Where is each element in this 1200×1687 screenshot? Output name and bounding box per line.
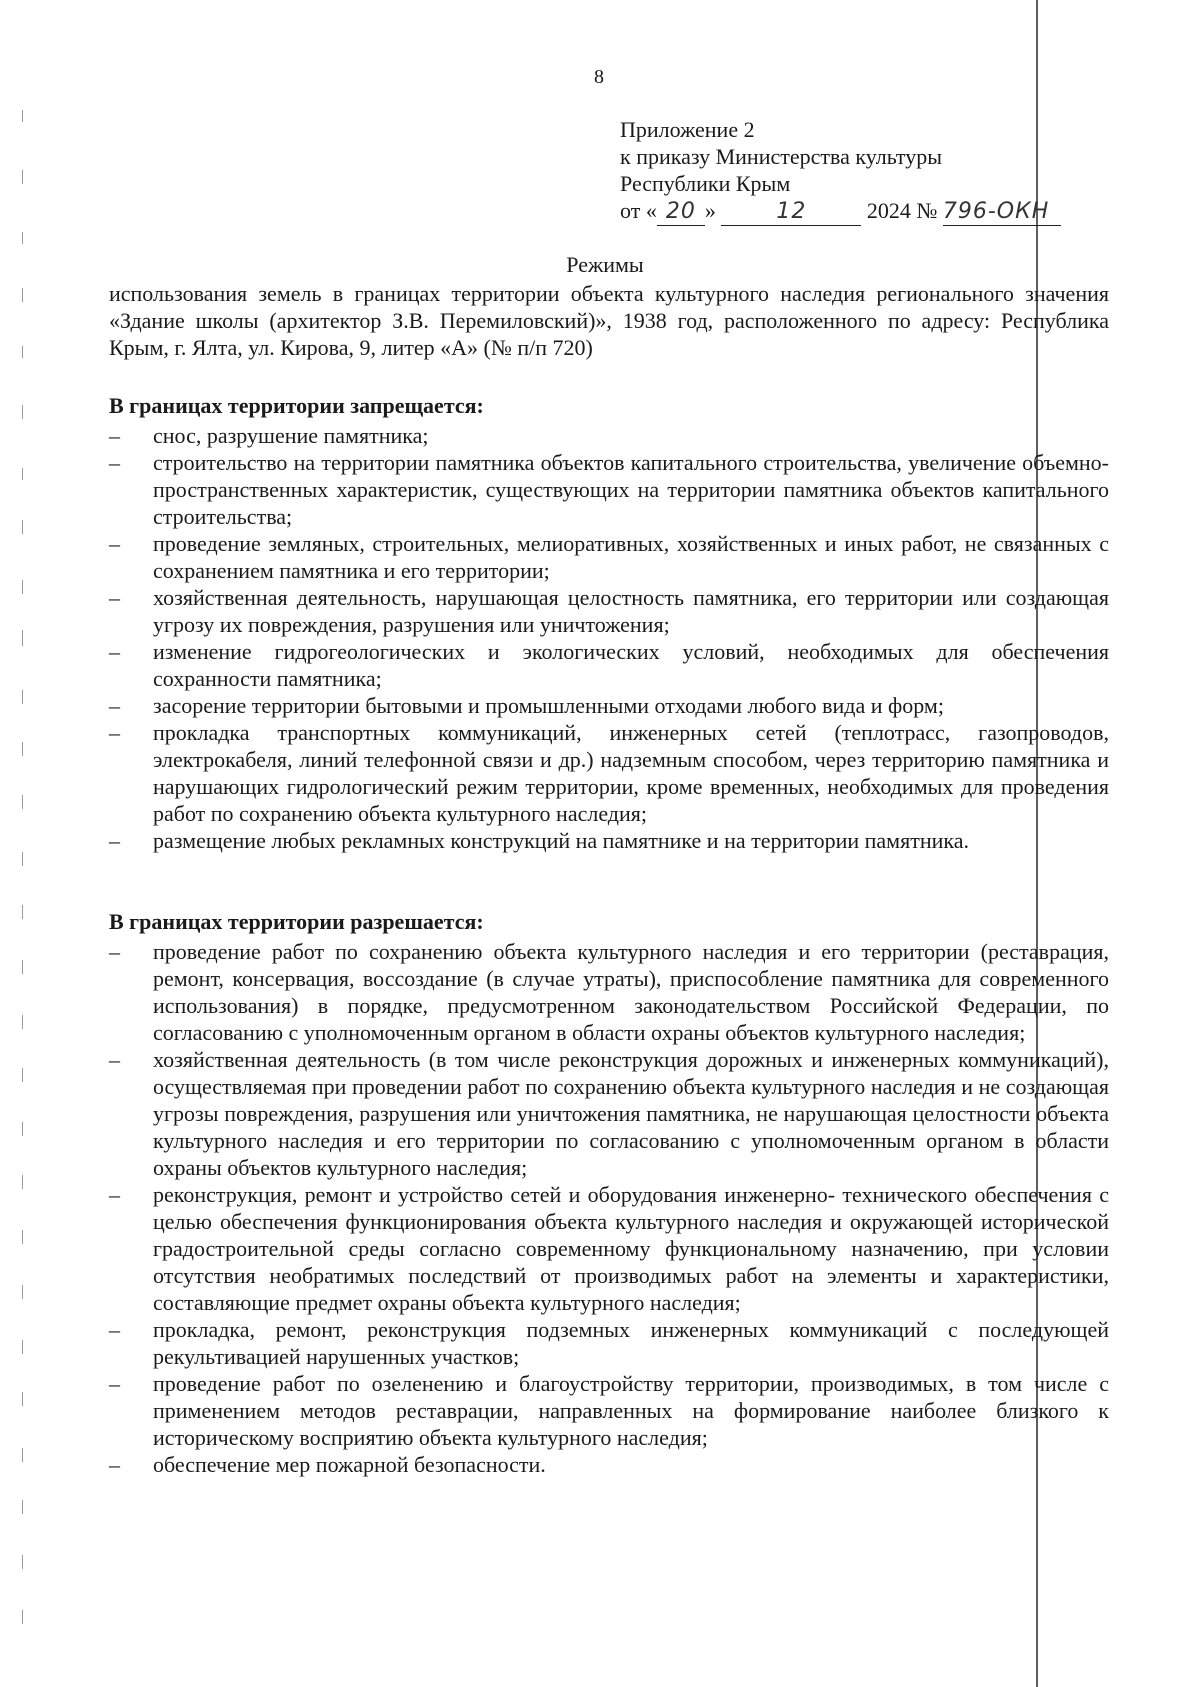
list-item (109, 938, 1109, 1046)
list-dash: – (109, 450, 120, 475)
list-item (109, 1370, 1109, 1451)
list-item-text: обеспечение мер пожарной безопасности. (153, 1452, 546, 1477)
allowed-heading: В границах территории разрешается: (109, 909, 484, 934)
list-item-text: засорение территории бытовыми и промышленными отходами любого вида и форм; (153, 693, 944, 718)
list-item (109, 1181, 1109, 1316)
list-item-text: прокладка, ремонт, реконструкция подземных инженерных коммуникаций с последующей рекультивацией нарушенных участков; (153, 1317, 1109, 1369)
appendix-block (620, 116, 1061, 226)
list-dash: – (109, 828, 120, 853)
prohibited-heading: В границах территории запрещается: (109, 393, 484, 418)
page-number: 8 (594, 66, 604, 88)
list-item (109, 422, 1109, 449)
list-dash: – (109, 423, 120, 448)
list-item (109, 1316, 1109, 1370)
list-dash: – (109, 585, 120, 610)
order-year-number-label: 2024 № (866, 198, 938, 223)
list-item (109, 530, 1109, 584)
order-date-prefix: от « (620, 198, 657, 223)
allowed-list (109, 938, 1109, 1478)
list-item-text: проведение работ по сохранению объекта культурного наследия и его территории (реставрация, ремонт, консервация, воссоздание (в случае утраты), приспособление памятника для современного использования) в порядке, предусмотренном законодательством Российской Федерации, по согласованию с уполномоченным органом в области охраны объектов культурного наследия; (153, 939, 1109, 1045)
list-dash: – (109, 639, 120, 664)
list-item-text: снос, разрушение памятника; (153, 423, 429, 448)
order-number-handwritten: 796-ОКН (943, 198, 1061, 226)
list-item (109, 1046, 1109, 1181)
prohibited-list (109, 422, 1109, 854)
list-dash: – (109, 1317, 120, 1342)
list-item-text: проведение земляных, строительных, мелиоративных, хозяйственных и иных работ, не связанных с сохранением памятника и его территории; (153, 531, 1109, 583)
list-item-text: строительство на территории памятника объектов капитального строительства, увеличение объемно-пространственных характеристик, существующих на территории памятника объектов капитального строительства; (153, 450, 1109, 529)
list-item (109, 827, 1109, 854)
order-month-handwritten: 12 (721, 198, 861, 226)
list-item-text: реконструкция, ремонт и устройство сетей и оборудования инженерно- технического обеспечения с целью обеспечения функционирования объекта культурного наследия и окружающей исторической градостроительной среды согласно современному функциональному назначению, при условии отсутствия необратимых последствий от производимых работ на элементы и характеристики, составляющие предмет охраны объекта культурного наследия; (153, 1182, 1109, 1315)
list-item (109, 584, 1109, 638)
list-item-text: изменение гидрогеологических и экологических условий, необходимых для обеспечения сохранности памятника; (153, 639, 1109, 691)
list-item-text: хозяйственная деятельность (в том числе реконструкция дорожных и инженерных коммуникаций), осуществляемая при проведении работ по сохранению объекта культурного наследия и не создающая угрозы повреждения, разрушения или уничтожения памятника, не нарушающая целостности объекта культурного наследия и его территории по согласованию с уполномоченным органом в области охраны объектов культурного наследия; (153, 1047, 1109, 1180)
list-dash: – (109, 1182, 120, 1207)
list-item (109, 719, 1109, 827)
list-item (109, 449, 1109, 530)
order-date-number-line (620, 197, 1061, 226)
list-item-text: хозяйственная деятельность, нарушающая целостность памятника, его территории или создающая угрозу их повреждения, разрушения или уничтожения; (153, 585, 1109, 637)
list-dash: – (109, 939, 120, 964)
list-dash: – (109, 720, 120, 745)
list-dash: – (109, 1452, 120, 1477)
prohibited-section (109, 392, 1109, 854)
order-day-handwritten: 20 (657, 198, 705, 226)
document-subtitle: использования земель в границах территории объекта культурного наследия регионального значения «Здание школы (архитектор З.В. Перемиловский)», 1938 год, расположенного по адресу: Республика Крым, г. Ялта, ул. Кирова, 9, литер «А» (№ п/п 720) (109, 281, 1109, 360)
appendix-order-reference: к приказу Министерства культуры (620, 144, 943, 169)
appendix-region: Республики Крым (620, 171, 791, 196)
appendix-title: Приложение 2 (620, 117, 755, 142)
document-title: Режимы (566, 252, 644, 277)
list-item-text: размещение любых рекламных конструкций на памятнике и на территории памятника. (153, 828, 969, 853)
list-item (109, 638, 1109, 692)
list-item-text: проведение работ по озеленению и благоустройству территории, производимых, в том числе с применением методов реставрации, направленных на формирование наиболее близкого к историческому восприятию объекта культурного наследия; (153, 1371, 1109, 1450)
list-dash: – (109, 693, 120, 718)
list-item (109, 692, 1109, 719)
order-date-quote: » (704, 198, 716, 223)
list-item (109, 1451, 1109, 1478)
list-dash: – (109, 1047, 120, 1072)
list-dash: – (109, 531, 120, 556)
list-dash: – (109, 1371, 120, 1396)
list-item-text: прокладка транспортных коммуникаций, инженерных сетей (теплотрасс, газопроводов, электрокабеля, линий телефонной связи и др.) надземным способом, через территорию памятника и нарушающих гидрологический режим территории, кроме временных, необходимых для проведения работ по сохранению объекта культурного наследия; (153, 720, 1109, 826)
allowed-section (109, 908, 1109, 1478)
